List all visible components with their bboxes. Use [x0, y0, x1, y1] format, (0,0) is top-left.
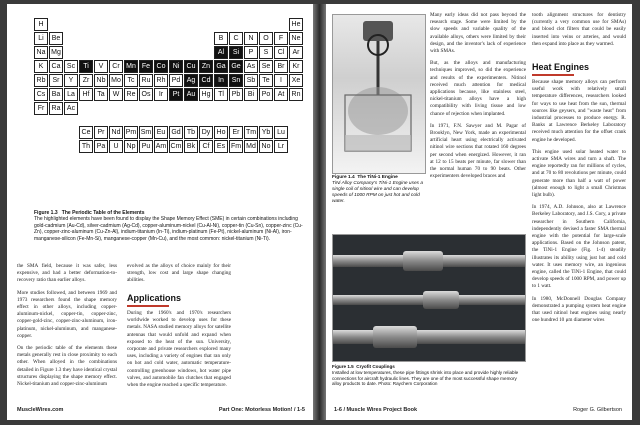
element-cell-pu: Pu [139, 140, 153, 153]
element-cell-bi: Bi [244, 88, 258, 101]
book-gutter [313, 4, 326, 420]
element-cell-nd: Nd [109, 126, 123, 139]
element-cell-mn: Mn [124, 60, 138, 73]
element-cell-in: In [214, 74, 228, 87]
element-cell-ti: Ti [79, 60, 93, 73]
element-cell-fr: Fr [34, 102, 48, 115]
paragraph: Many early ideas did not pass beyond the research stage. Some were limited by the slow speeds and variable quality of the available alloys, others were limited by their design, and the inventor's lack of experience with SMAs. [430, 12, 526, 55]
element-cell-am: Am [154, 140, 168, 153]
paragraph: In 1974, A.D. Johnson, also at Lawrence Berkeley Laboratory, and J.S. Cory, a private researcher in Southern California, independently devised a faster SMA thermal engine with the potential for large-scale applications. Based on the Johnson patent, the TiNi-1 Engine (Fig. 1-4) steadily illustrates its ability using just hot and cold water. It uses memory wire, an ingenious engine, called the TiNi-1 Engine, that could develop speeds of 1000 RPM, and power up to 1 watt. [532, 204, 626, 290]
element-cell-pr: Pr [94, 126, 108, 139]
element-cell-ta: Ta [94, 88, 108, 101]
right-column-top [532, 12, 626, 53]
element-cell-au: Au [184, 88, 198, 101]
heading-underline [127, 305, 169, 307]
element-cell-o: O [259, 32, 273, 45]
caption-label: Figure 1.4 [332, 175, 355, 180]
element-cell-sc: Sc [64, 60, 78, 73]
element-cell-pm: Pm [124, 126, 138, 139]
tini-engine-illustration [333, 15, 425, 173]
element-cell-u: U [109, 140, 123, 153]
element-cell-b: B [214, 32, 228, 45]
element-cell-md: Md [244, 140, 258, 153]
element-cell-tc: Tc [124, 74, 138, 87]
element-cell-ni: Ni [169, 60, 183, 73]
element-cell-pa: Pa [94, 140, 108, 153]
element-cell-cm: Cm [169, 140, 183, 153]
element-cell-fe: Fe [139, 60, 153, 73]
element-cell-br: Br [274, 60, 288, 73]
element-cell-pt: Pt [169, 88, 183, 101]
element-cell-cs: Cs [34, 88, 48, 101]
figure-1-4-caption [332, 175, 424, 205]
element-cell-rh: Rh [154, 74, 168, 87]
element-cell-ac: Ac [64, 102, 78, 115]
element-cell-bk: Bk [184, 140, 198, 153]
element-cell-th: Th [79, 140, 93, 153]
element-cell-co: Co [154, 60, 168, 73]
element-cell-ir: Ir [154, 88, 168, 101]
left-column-2 [127, 310, 231, 394]
figure-1-5-caption [332, 364, 524, 387]
right-column-mid [430, 12, 526, 185]
element-cell-s: S [259, 46, 273, 59]
paragraph: But, as the alloys and manufacturing techniques improved, so did the experience and results of the experimenters. Nitinol received much attention for medical applications because, like stainless steel, nickel-titanium alloys have a high compatibility with living tissue and low chance of rejection when implanted. [430, 60, 526, 117]
element-cell-po: Po [259, 88, 273, 101]
element-cell-mo: Mo [109, 74, 123, 87]
element-cell-v: V [94, 60, 108, 73]
paragraph: evolved as the alloys of choice mainly for their strength, low cost and large shape changing abilities. [127, 263, 231, 284]
cryofit-couplings-illustration [333, 235, 525, 361]
heading-text: Applications [127, 293, 182, 303]
element-cell-tb: Tb [184, 126, 198, 139]
element-cell-no: No [259, 140, 273, 153]
heading-text: Heat Engines [532, 62, 590, 72]
element-cell-zn: Zn [199, 60, 213, 73]
element-cell-al: Al [214, 46, 228, 59]
element-cell-te: Te [259, 74, 273, 87]
element-cell-li: Li [34, 32, 48, 45]
paragraph: In 1971, F.N. Sawyer and M. Pagar of Brooklyn, New York, made an experimental artificial heart using electrically activated nitinol wire sections that rotated 160 degrees per second when energized. However, it ran at 12 to 15 beats per minute, far slower than the normal human 70 to 90 beats. Other experimenters developed braces and [430, 122, 526, 180]
element-cell-ra: Ra [49, 102, 63, 115]
element-cell-ar: Ar [289, 46, 303, 59]
element-cell-tm: Tm [244, 126, 258, 139]
element-cell-tl: Tl [214, 88, 228, 101]
caption-text: The highlighted elements have been found to display the Shape Memory Effect (SME) in certain combinations including gold-cadmium (Au-Cd), silver-cadmium (Ag-Cd), copper-aluminum-nickel (Cu-Al-Ni), copper-tin (Cu-Sn), copper-zinc (Cu-Zn), copper-zinc-aluminum (Cu-Zn-Al), indium-titanium (In-Ti), indium-platinum (Fe-Pt), nickel-aluminum (Ni-Al), iron-manganese-silicon (Fe-Mn-Si), manganese-copper (Mn-Cu), and the most common: nickel-titanium (Ni-Ti). [34, 216, 303, 242]
element-cell-se: Se [259, 60, 273, 73]
element-cell-ag: Ag [184, 74, 198, 87]
element-cell-lr: Lr [274, 140, 288, 153]
element-cell-fm: Fm [229, 140, 243, 153]
element-cell-cd: Cd [199, 74, 213, 87]
cryofit-couplings-photo [332, 234, 526, 362]
element-cell-np: Np [124, 140, 138, 153]
element-cell-nb: Nb [94, 74, 108, 87]
left-column-1 [17, 263, 117, 393]
element-cell-sr: Sr [49, 74, 63, 87]
element-cell-re: Re [124, 88, 138, 101]
element-cell-gd: Gd [169, 126, 183, 139]
element-cell-hg: Hg [199, 88, 213, 101]
element-cell-sn: Sn [229, 74, 243, 87]
element-cell-ba: Ba [49, 88, 63, 101]
figure-1-3-caption [34, 210, 306, 242]
element-cell-la: La [64, 88, 78, 101]
footer-right: Roger G. Gilbertson [573, 407, 622, 413]
element-cell-es: Es [214, 140, 228, 153]
element-cell-y: Y [64, 74, 78, 87]
element-cell-ga: Ga [214, 60, 228, 73]
paragraph: On the periodic table of the elements these metals generally rest in close proximity to each other. When alloyed in the combinations detailed in Figure 1.3 they have identical crystal structures displaying the shape memory effect. Nickel-titanium and copper-zinc-aluminum [17, 345, 117, 388]
left-column-2-top [127, 263, 231, 290]
caption-title: Cryofit Couplings [356, 364, 395, 369]
paragraph: the SMA field, because it was safer, less expensive, and had a better deformation-to-recovery ratio than earlier alloys. [17, 263, 117, 284]
element-cell-cf: Cf [199, 140, 213, 153]
element-cell-n: N [244, 32, 258, 45]
element-cell-hf: Hf [79, 88, 93, 101]
element-cell-er: Er [229, 126, 243, 139]
element-cell-he: He [289, 18, 303, 31]
footer-right: Part One: Motorless Motion! / 1-5 [218, 407, 305, 413]
element-cell-sb: Sb [244, 74, 258, 87]
element-cell-mg: Mg [49, 46, 63, 59]
paragraph: More studies followed, and between 1969 and 1973 researchers found the shape memory effect in other alloys, including copper-aluminum-nickel, copper-tin, copper-zinc, copper-gold-zinc, copper-zinc-aluminum, iron-platinum, nickel-aluminum, and manganese-copper. [17, 289, 117, 339]
element-cell-si: Si [229, 46, 243, 59]
element-cell-kr: Kr [289, 60, 303, 73]
caption-title: The TiNi-1 Engine [357, 175, 398, 180]
element-cell-c: C [229, 32, 243, 45]
element-cell-ge: Ge [229, 60, 243, 73]
section-heading-applications [127, 293, 181, 307]
element-cell-as: As [244, 60, 258, 73]
element-cell-lu: Lu [274, 126, 288, 139]
tini-engine-photo [332, 14, 426, 174]
element-cell-h: H [34, 18, 48, 31]
paragraph: Because shape memory alloys can perform useful work with relatively small temperature differences, researchers looked for ways to use heat from the sun, thermal sources like geysers, and "waste heat" from industrial processes to produce energy. R. Banks at Lawrence Berkeley Laboratory received much attention for the offset crank engine he developed. [532, 79, 626, 143]
element-cell-eu: Eu [154, 126, 168, 139]
section-heading-heat-engines [532, 62, 589, 76]
element-cell-dy: Dy [199, 126, 213, 139]
paragraph: In 1980, McDonnell Douglas Company demonstrated a pumping system heat engine that used nitinol heat engines using nearly one hundred 10 μm diameter wires [532, 295, 626, 324]
element-cell-pb: Pb [229, 88, 243, 101]
element-cell-na: Na [34, 46, 48, 59]
element-cell-ca: Ca [49, 60, 63, 73]
caption-title: The Periodic Table of the Elements [61, 210, 145, 216]
element-cell-pd: Pd [169, 74, 183, 87]
paragraph: During the 1960's and 1970's researchers worldwide worked to develop uses for these metals. NASA studied memory alloys for satellite antennas that would unfold and expand when exposed to the heat of the sun. University, corporate and private researchers explored many uses, including a variety of engines that ran only on hot and cold water, automatic temperature-controlling greenhouse windows, hot water pipe valves, and automobile fan clutches that engaged when the engine reached a specific temperature. [127, 310, 231, 389]
footer-left: MuscleWires.com [17, 407, 64, 413]
element-cell-w: W [109, 88, 123, 101]
caption-text: TiNi Alloy Company's TiNi-1 Engine uses a single coil of nitinol wire and can develop speeds of 1000 RPM on just hot and cold water. [332, 181, 424, 204]
element-cell-rn: Rn [289, 88, 303, 101]
right-column [532, 79, 626, 330]
element-cell-cu: Cu [184, 60, 198, 73]
caption-label: Figure 1.3 [34, 210, 58, 216]
footer-left: 1-6 / Muscle Wires Project Book [334, 407, 418, 413]
element-cell-rb: Rb [34, 74, 48, 87]
element-cell-k: K [34, 60, 48, 73]
left-page [7, 4, 313, 420]
element-cell-p: P [244, 46, 258, 59]
element-cell-yb: Yb [259, 126, 273, 139]
heading-underline [532, 74, 574, 76]
periodic-table [34, 18, 310, 206]
element-cell-ho: Ho [214, 126, 228, 139]
element-cell-xe: Xe [289, 74, 303, 87]
element-cell-ce: Ce [79, 126, 93, 139]
element-cell-cl: Cl [274, 46, 288, 59]
element-cell-sm: Sm [139, 126, 153, 139]
element-cell-be: Be [49, 32, 63, 45]
right-page [326, 4, 632, 420]
element-cell-at: At [274, 88, 288, 101]
paragraph: tooth alignment structures for dentistry (currently a very common use for SMAs) and blood clot filters that could be easily inserted into veins or arteries, and would then expand into place as they warmed. [532, 12, 626, 47]
element-cell-cr: Cr [109, 60, 123, 73]
element-cell-ru: Ru [139, 74, 153, 87]
paragraph: This engine used solar heated water to activate SMA wires and turn a shaft. The engine reportedly ran for millions of cycles, and at 70 to 80 revolutions per minute, could generate more than half a watt of power (almost enough to light a small Christmas light bulb). [532, 148, 626, 199]
caption-text: Installed at low temperatures, these pipe fittings shrink into place and provide highly reliable connections for aircraft hydraulic lines. They are one of the most successful shape memory alloy products to date. Photo: Raychem Corporation [332, 369, 519, 387]
element-cell-ne: Ne [289, 32, 303, 45]
element-cell-f: F [274, 32, 288, 45]
caption-label: Figure 1.5 [332, 364, 354, 369]
element-cell-os: Os [139, 88, 153, 101]
element-cell-i: I [274, 74, 288, 87]
element-cell-zr: Zr [79, 74, 93, 87]
